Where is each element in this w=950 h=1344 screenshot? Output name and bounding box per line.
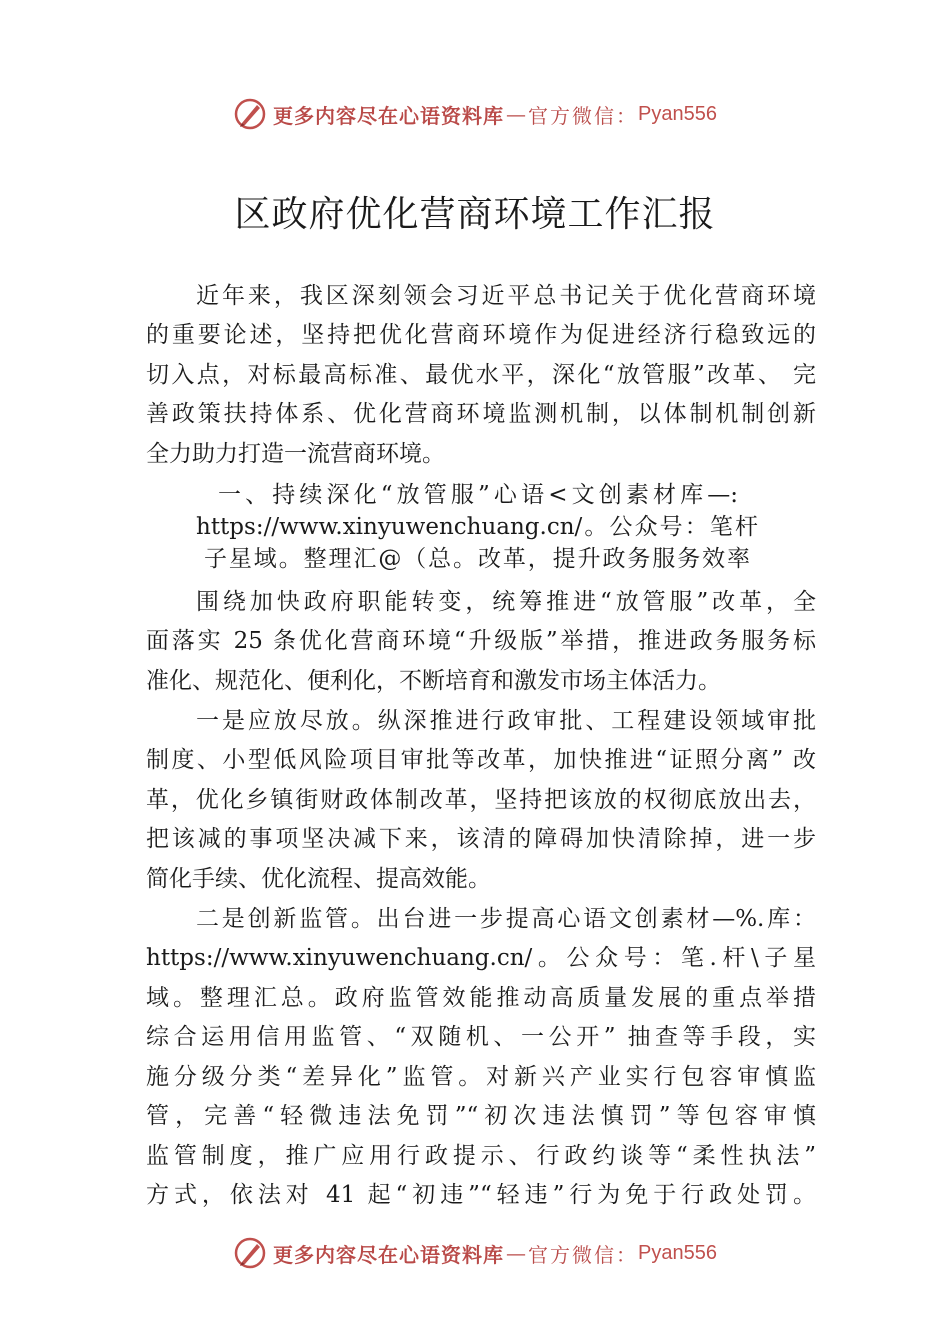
section-heading-line: 一、持续深化“放管服”心语<文创素材库—:: [218, 482, 738, 508]
body-line: 准化、规范化、便利化，不断培育和激发市场主体活力。: [146, 668, 721, 694]
banner-separator: —: [506, 102, 527, 126]
body-line: 近年来，我区深刻领会习近平总书记关于优化营商环境: [196, 283, 816, 309]
body-line: 管，完善“轻微违法免罚”“初次违法慎罚”等包容审慎: [146, 1103, 816, 1129]
document-title: 区政府优化营商环境工作汇报: [234, 194, 716, 235]
footer-watermark-banner: [0, 1233, 950, 1273]
banner-separator: —: [506, 1241, 527, 1265]
quill-pen-icon: [233, 1236, 267, 1270]
section-heading-line: 子星域。整理汇@（总。改革，提升政务服务效率: [204, 546, 750, 572]
body-line: 域。整理汇总。政府监管效能推动高质量发展的重点举措: [146, 985, 816, 1011]
body-line: 革，优化乡镇街财政体制改革，坚持把该放的权彻底放出去，: [146, 787, 816, 813]
banner-wechat-label: 官方微信：: [528, 1242, 639, 1267]
banner-wechat-label: 官方微信：: [528, 103, 639, 128]
body-line: 围绕加快政府职能转变，统筹推进“放管服”改革，全: [196, 589, 816, 615]
body-line: 方式，依法对 41 起“初违”“轻违”行为免于行政处罚。: [146, 1182, 816, 1208]
body-line: 面落实 25 条优化营商环境“升级版”举措，推进政务服务标: [146, 628, 816, 654]
header-watermark-banner: [0, 94, 950, 134]
quill-pen-icon: [233, 97, 267, 131]
body-line: 把该减的事项坚决减下来，该清的障碍加快清除掉，进一步: [146, 826, 816, 852]
body-line: https://www.xinyuwenchuang.cn/。公众号：笔.杆\子星: [146, 945, 816, 971]
body-line: 二是创新监管。出台进一步提高心语文创素材—%.库：: [196, 906, 816, 932]
body-line: 监管制度，推广应用行政提示、行政约谈等“柔性执法”: [146, 1143, 816, 1169]
body-line: 切入点，对标最高标准、最优水平，深化“放管服”改革、 完: [146, 362, 816, 388]
body-line: 简化手续、优化流程、提高效能。: [146, 866, 491, 892]
banner-wechat-id: Pyan556: [638, 102, 717, 125]
banner-library-text: 更多内容尽在心语资料库: [273, 1242, 505, 1267]
body-line: 的重要论述，坚持把优化营商环境作为促进经济行稳致远的: [146, 322, 816, 348]
body-line: 制度、小型低风险项目审批等改革，加快推进“证照分离” 改: [146, 747, 816, 773]
banner-library-text: 更多内容尽在心语资料库: [273, 103, 505, 128]
body-line: 一是应放尽放。纵深推进行政审批、工程建设领域审批: [196, 708, 816, 734]
body-line: 施分级分类“差异化”监管。对新兴产业实行包容审慎监: [146, 1064, 816, 1090]
banner-wechat-id: Pyan556: [638, 1241, 717, 1264]
body-line: 全力助力打造一流营商环境。: [146, 441, 445, 467]
section-heading-line: https://www.xinyuwenchuang.cn/。公众号：笔杆: [196, 514, 758, 540]
body-line: 善政策扶持体系、优化营商环境监测机制，以体制机制创新: [146, 401, 816, 427]
body-line: 综合运用信用监管、“双随机、一公开” 抽查等手段，实: [146, 1024, 816, 1050]
